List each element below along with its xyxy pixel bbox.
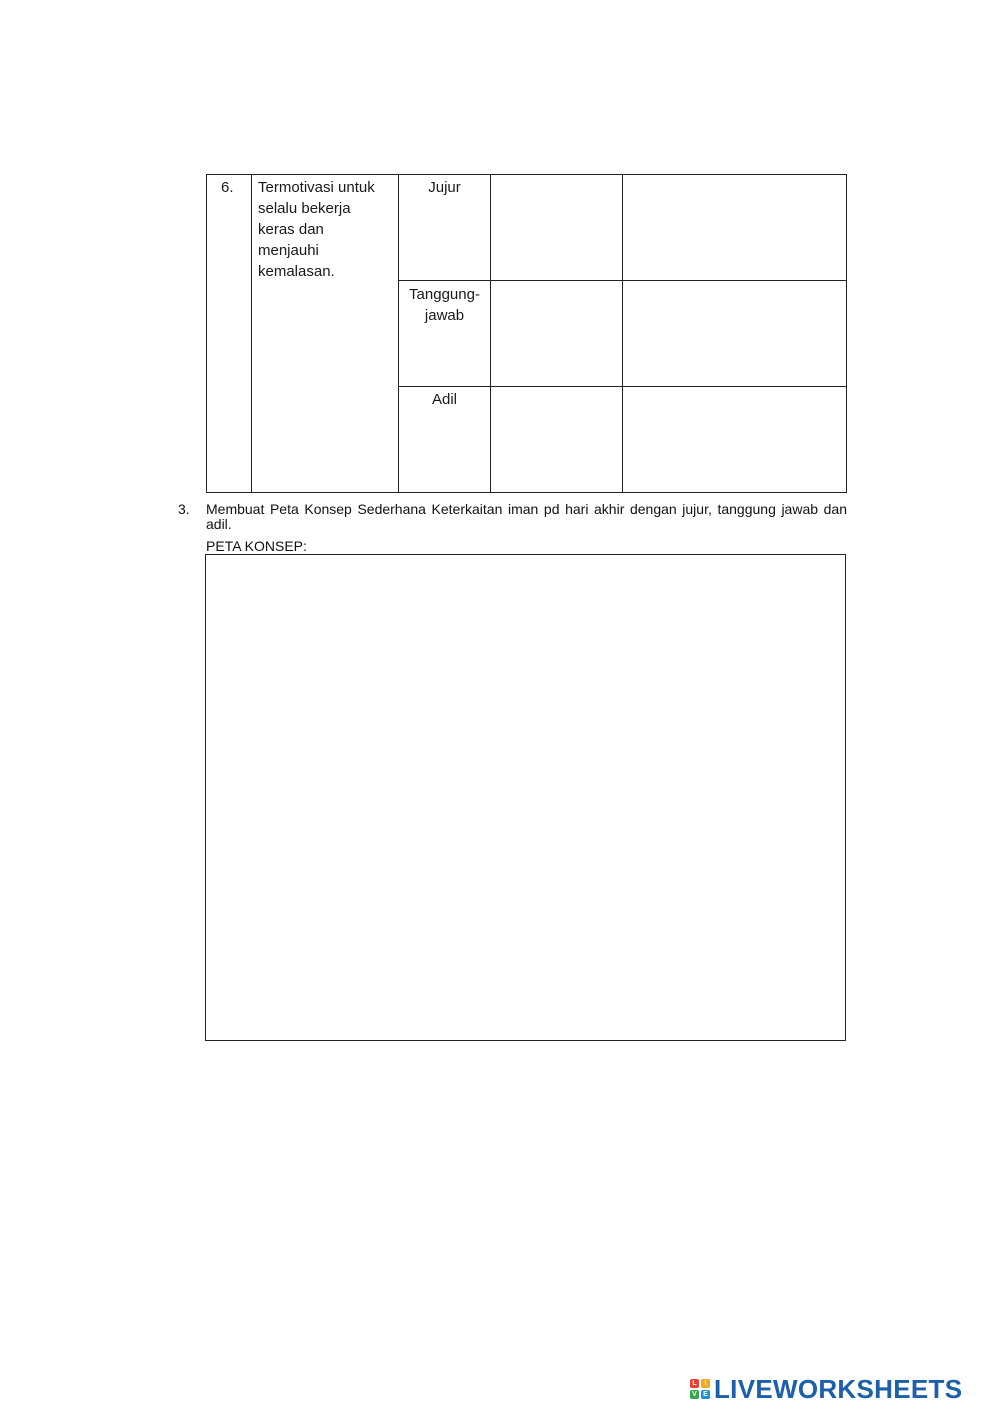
- concept-map-label: PETA KONSEP:: [206, 538, 307, 554]
- concept-map-answer-box[interactable]: [205, 554, 846, 1041]
- value-label-adil: [399, 389, 490, 410]
- answer-cell-jujur-2[interactable]: [623, 175, 846, 280]
- value-label-jujur: [399, 177, 490, 198]
- row-number: 6.: [221, 179, 234, 196]
- indicator-line: selalu bekerja: [258, 200, 351, 217]
- table-col-divider: [398, 174, 399, 493]
- logo-square-l: L: [690, 1379, 699, 1388]
- table-border-right: [846, 174, 847, 493]
- value-label-tanggung-jawab: [399, 284, 490, 326]
- answer-cell-tanggung-jawab-2[interactable]: [623, 281, 846, 386]
- answer-cell-jujur-1[interactable]: [491, 175, 622, 280]
- liveworksheets-logo: [690, 1373, 962, 1405]
- value-label-line: Tanggung-: [409, 286, 480, 303]
- logo-icon: [690, 1379, 710, 1399]
- question-number: 3.: [178, 501, 190, 517]
- answer-cell-adil-2[interactable]: [623, 387, 846, 492]
- logo-square-v: V: [690, 1390, 699, 1399]
- indicator-text: [258, 177, 396, 282]
- logo-text: LIVEWORKSHEETS: [714, 1373, 963, 1404]
- table-col-divider: [251, 174, 252, 493]
- table-border-left: [206, 174, 207, 493]
- indicator-line: keras dan: [258, 221, 324, 238]
- answer-cell-tanggung-jawab-1[interactable]: [491, 281, 622, 386]
- logo-square-i: I: [701, 1379, 710, 1388]
- value-label-line: Adil: [431, 391, 457, 408]
- value-label-line: Jujur: [428, 179, 461, 196]
- indicator-line: Termotivasi untuk: [258, 179, 375, 196]
- logo-square-e: E: [701, 1390, 710, 1399]
- value-label-line: jawab: [424, 307, 465, 324]
- indicator-line: kemalasan.: [258, 263, 335, 280]
- question-text: Membuat Peta Konsep Sederhana Keterkaitan iman pd hari akhir dengan jujur, tanggung jawab dan adil.: [206, 501, 847, 532]
- indicator-line: menjauhi: [258, 242, 319, 259]
- table-border-bottom: [206, 492, 847, 493]
- answer-cell-adil-1[interactable]: [491, 387, 622, 492]
